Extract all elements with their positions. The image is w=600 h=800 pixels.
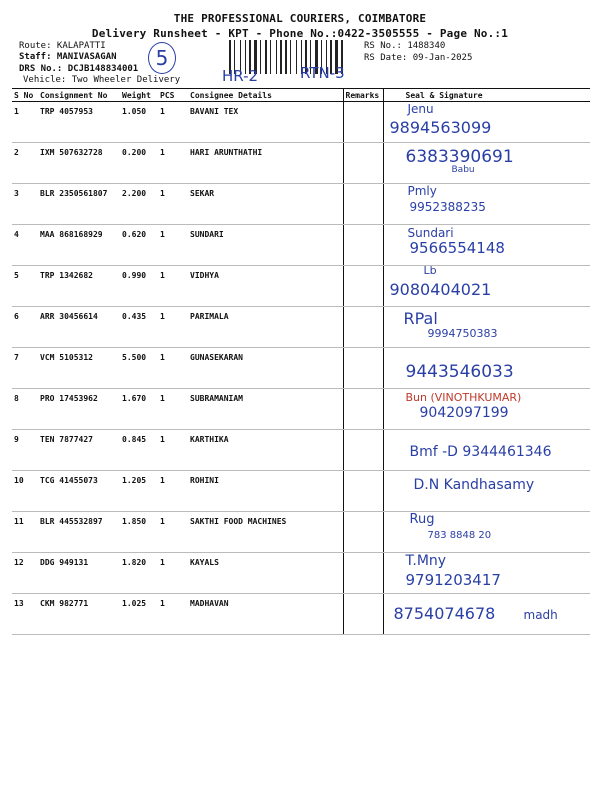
cell-pcs: 1 — [158, 143, 188, 184]
cell-weight: 1.850 — [120, 512, 158, 553]
vehicle-label: Vehicle: Two Wheeler Delivery — [23, 75, 181, 85]
cell-signature — [383, 553, 590, 594]
cell-pcs: 1 — [158, 430, 188, 471]
cell-signature — [383, 266, 590, 307]
handwritten-phone: 9080404021 — [389, 280, 492, 299]
cell-consignment-no: DDG 949131 — [38, 553, 120, 594]
cell-consignee: SUBRAMANIAM — [188, 389, 343, 430]
cell-weight: 1.670 — [120, 389, 158, 430]
cell-signature — [383, 348, 590, 389]
handwritten-phone: 9042097199 — [419, 405, 509, 421]
cell-consignment-no: ARR 30456614 — [38, 307, 120, 348]
cell-consignee: GUNASEKARAN — [188, 348, 343, 389]
handwritten-signature: Sundari — [407, 226, 454, 240]
cell-weight: 0.200 — [120, 143, 158, 184]
cell-signature — [383, 102, 590, 143]
cell-remarks — [343, 512, 383, 553]
col-header-pcs: PCS — [158, 89, 188, 102]
cell-consignment-no: BLR 2350561807 — [38, 184, 120, 225]
cell-remarks — [343, 594, 383, 635]
cell-consignment-no: TEN 7877427 — [38, 430, 120, 471]
cell-pcs: 1 — [158, 225, 188, 266]
cell-weight: 0.990 — [120, 266, 158, 307]
table-row — [12, 471, 590, 512]
cell-pcs: 1 — [158, 594, 188, 635]
route-label: Route: KALAPATTI — [19, 41, 106, 51]
cell-sno: 1 — [12, 102, 38, 143]
col-header-remarks: Remarks — [343, 89, 383, 102]
drs-number: DRS No.: DCJB148834001 — [19, 64, 139, 74]
hr-annotation: HR-2 — [222, 67, 259, 85]
cell-weight: 5.500 — [120, 348, 158, 389]
cell-consignment-no: IXM 507632728 — [38, 143, 120, 184]
table-row — [12, 102, 590, 143]
handwritten-signature: Lb — [423, 264, 437, 277]
handwritten-phone: madh — [523, 608, 558, 622]
cell-sno: 5 — [12, 266, 38, 307]
cell-consignee: KARTHIKA — [188, 430, 343, 471]
cell-consignment-no: MAA 868168929 — [38, 225, 120, 266]
runsheet-title: THE PROFESSIONAL COURIERS, COIMBATORE — [173, 12, 427, 25]
cell-sno: 4 — [12, 225, 38, 266]
cell-weight: 1.820 — [120, 553, 158, 594]
cell-consignee: MADHAVAN — [188, 594, 343, 635]
cell-consignment-no: BLR 445532897 — [38, 512, 120, 553]
cell-signature — [383, 594, 590, 635]
handwritten-phone: Babu — [451, 165, 475, 175]
cell-remarks — [343, 553, 383, 594]
col-header-consignment: Consignment No — [38, 89, 120, 102]
handwritten-phone: 9894563099 — [389, 118, 492, 137]
runsheet-subtitle: Delivery Runsheet - KPT - Phone No.:0422-3505555 - Page No.:1 — [91, 27, 509, 40]
cell-consignment-no: TRP 4057953 — [38, 102, 120, 143]
cell-weight: 1.025 — [120, 594, 158, 635]
cell-consignment-no: CKM 982771 — [38, 594, 120, 635]
runsheet-table — [12, 88, 590, 635]
handwritten-phone: 9952388235 — [409, 200, 486, 214]
cell-pcs: 1 — [158, 266, 188, 307]
cell-signature — [383, 307, 590, 348]
col-header-sno: S No — [12, 89, 38, 102]
table-row — [12, 184, 590, 225]
cell-consignee: VIDHYA — [188, 266, 343, 307]
cell-consignment-no: VCM 5105312 — [38, 348, 120, 389]
cell-remarks — [343, 307, 383, 348]
cell-sno: 6 — [12, 307, 38, 348]
handwritten-signature: Jenu — [407, 102, 434, 116]
col-header-consignee: Consignee Details — [188, 89, 343, 102]
cell-consignee: BAVANI TEX — [188, 102, 343, 143]
table-row — [12, 307, 590, 348]
rs-number: RS No.: 1488340 — [364, 41, 446, 51]
table-row — [12, 389, 590, 430]
cell-sno: 13 — [12, 594, 38, 635]
cell-sno: 8 — [12, 389, 38, 430]
cell-consignee: KAYALS — [188, 553, 343, 594]
cell-weight: 0.435 — [120, 307, 158, 348]
cell-sno: 3 — [12, 184, 38, 225]
cell-signature — [383, 225, 590, 266]
cell-consignee: HARI ARUNTHATHI — [188, 143, 343, 184]
cell-remarks — [343, 225, 383, 266]
col-header-weight: Weight — [120, 89, 158, 102]
staff-label: Staff: MANIVASAGAN — [19, 52, 117, 62]
cell-sno: 2 — [12, 143, 38, 184]
handwritten-signature: RPal — [403, 309, 438, 328]
handwritten-signature: Bun (VINOTHKUMAR) — [405, 391, 522, 404]
cell-consignment-no: PRO 17453962 — [38, 389, 120, 430]
cell-signature — [383, 512, 590, 553]
circled-number-annotation: 5 — [148, 42, 176, 74]
rs-date: RS Date: 09-Jan-2025 — [364, 53, 473, 63]
cell-pcs: 1 — [158, 553, 188, 594]
table-header-row — [12, 89, 590, 102]
cell-consignment-no: TCG 41455073 — [38, 471, 120, 512]
handwritten-signature: Rug — [409, 512, 435, 527]
cell-consignee: PARIMALA — [188, 307, 343, 348]
cell-sno: 12 — [12, 553, 38, 594]
cell-weight: 0.845 — [120, 430, 158, 471]
cell-signature — [383, 184, 590, 225]
table-row — [12, 512, 590, 553]
cell-pcs: 1 — [158, 102, 188, 143]
handwritten-phone: 9566554148 — [409, 239, 505, 257]
handwritten-signature: 9443546033 — [405, 362, 514, 382]
cell-signature — [383, 143, 590, 184]
cell-weight: 1.050 — [120, 102, 158, 143]
handwritten-signature: T.Mny — [405, 553, 447, 569]
cell-remarks — [343, 266, 383, 307]
cell-remarks — [343, 471, 383, 512]
cell-consignee: SAKTHI FOOD MACHINES — [188, 512, 343, 553]
table-row — [12, 348, 590, 389]
rtn-annotation: RTN-3 — [300, 64, 345, 82]
cell-signature — [383, 389, 590, 430]
cell-pcs: 1 — [158, 184, 188, 225]
handwritten-phone: 783 8848 20 — [427, 530, 492, 541]
table-row — [12, 143, 590, 184]
col-header-signature: Seal & Signature — [383, 89, 590, 102]
cell-consignee: ROHINI — [188, 471, 343, 512]
cell-weight: 2.200 — [120, 184, 158, 225]
handwritten-phone: 9791203417 — [405, 571, 501, 589]
handwritten-signature: Pmly — [407, 184, 437, 198]
cell-remarks — [343, 430, 383, 471]
cell-sno: 11 — [12, 512, 38, 553]
cell-consignee: SEKAR — [188, 184, 343, 225]
table-row — [12, 594, 590, 635]
cell-remarks — [343, 143, 383, 184]
cell-signature — [383, 471, 590, 512]
cell-sno: 7 — [12, 348, 38, 389]
cell-sno: 10 — [12, 471, 38, 512]
cell-consignee: SUNDARI — [188, 225, 343, 266]
cell-consignment-no: TRP 1342682 — [38, 266, 120, 307]
cell-pcs: 1 — [158, 471, 188, 512]
handwritten-phone: 9994750383 — [427, 327, 498, 340]
table-row — [12, 553, 590, 594]
handwritten-signature: 8754074678 — [393, 604, 496, 623]
table-row — [12, 266, 590, 307]
cell-pcs: 1 — [158, 307, 188, 348]
cell-weight: 1.205 — [120, 471, 158, 512]
cell-remarks — [343, 348, 383, 389]
cell-pcs: 1 — [158, 348, 188, 389]
handwritten-signature: 6383390691 — [405, 147, 514, 167]
cell-remarks — [343, 389, 383, 430]
cell-weight: 0.620 — [120, 225, 158, 266]
handwritten-signature: D.N Kandhasamy — [413, 477, 535, 493]
cell-sno: 9 — [12, 430, 38, 471]
table-row — [12, 430, 590, 471]
cell-pcs: 1 — [158, 389, 188, 430]
handwritten-signature: Bmf -D 9344461346 — [409, 444, 552, 460]
cell-remarks — [343, 184, 383, 225]
cell-signature — [383, 430, 590, 471]
cell-remarks — [343, 102, 383, 143]
table-row — [12, 225, 590, 266]
cell-pcs: 1 — [158, 512, 188, 553]
